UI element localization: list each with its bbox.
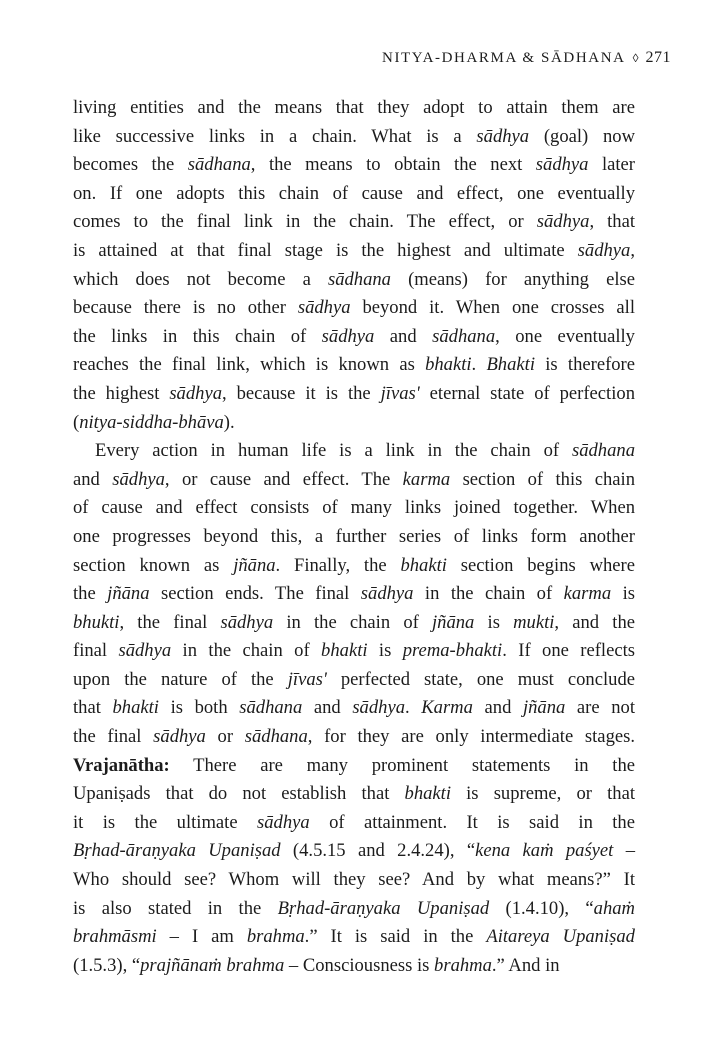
italic-term: sādhya [220,611,274,633]
text-line [73,837,635,866]
text-line [73,123,635,152]
text-run: because there is no other [73,297,298,319]
text-run: which does not become a [73,268,328,290]
text-run: (means) for anything else [390,268,636,290]
text-run: .” And in [491,954,560,976]
text-run: and [73,468,113,490]
text-run: in the chain of [413,583,564,605]
italic-term: karma [402,468,451,490]
text-run: , one eventually [495,325,635,347]
text-line [73,866,635,895]
italic-term: jīvas' [287,668,327,690]
text-line [73,151,635,180]
text-line [73,523,635,552]
text-run: the highest [73,382,170,404]
text-run: , and the [554,611,635,633]
page-number: 271 [645,49,671,66]
italic-term: sādhana [432,325,496,347]
italic-term: prajñānaṁ brahma [140,954,285,976]
text-run: one progresses beyond this, a further series of links form another [73,525,635,547]
text-run: There are many prominent statements in the [169,754,635,776]
italic-term: sādhya [112,468,165,490]
text-line [73,637,635,666]
text-line [73,180,635,209]
text-run: . [471,354,487,376]
text-run: comes to the final link in the chain. The effect, or [73,211,537,233]
text-line [73,780,635,809]
italic-term: sādhana [239,697,303,719]
italic-term: bhakti [112,697,159,719]
text-run: is therefore [535,354,635,376]
text-run: the links in this chain of [73,325,322,347]
text-run: – [613,840,636,862]
text-run: Every action in human life is a link in the chain of [95,440,572,462]
text-run: upon the nature of the [73,668,288,690]
italic-term: sādhana [187,154,251,176]
text-run: perfected state, one must conclude [326,668,635,690]
text-line [73,208,635,237]
text-line [73,809,635,838]
italic-term: Bṛhad-āraṇyaka Upaniṣad [73,840,281,862]
italic-term: sādhya [256,811,310,833]
text-run: beyond it. When one crosses all [350,297,635,319]
text-run: the [73,583,108,605]
italic-term: sādhana [244,726,308,748]
italic-term: sādhya [153,726,206,748]
running-title: NITYA-DHARMA & SĀDHANA [382,49,626,66]
text-run: , that [589,211,635,233]
italic-term: bhakti [400,554,447,576]
speaker-name: Vrajanātha: [73,754,170,776]
italic-term: sādhya [577,239,631,261]
italic-term: sādhya [352,697,405,719]
text-run: and [302,697,353,719]
text-line [73,294,635,323]
italic-term: Aitareya Upaniṣad [486,926,635,948]
italic-term: brahmāsmi [73,926,157,948]
text-run: . [405,697,422,719]
text-line [73,923,635,952]
text-line [73,266,635,295]
text-run: and [472,697,523,719]
text-run: living entities and the means that they adopt to attain them are [73,97,635,118]
text-run: , the final [119,611,221,633]
italic-term: jīvas' [380,382,420,404]
italic-term: sādhya [536,211,590,233]
text-run: eternal state of perfection [419,382,635,404]
text-line [73,494,635,523]
text-run: is [611,583,635,605]
italic-term: sādhya [535,154,589,176]
text-line [73,237,635,266]
text-line [73,380,635,409]
italic-term: jñāna [522,697,566,719]
text-line [73,351,635,380]
text-line [73,694,635,723]
italic-term: Bhakti [486,354,535,376]
text-run: . Finally, the [275,554,401,576]
text-run: (4.5.15 and 2.4.24), “ [280,840,476,862]
italic-term: sādhya [321,325,375,347]
text-run: it is the ultimate [73,811,257,833]
text-run: reaches the final link, which is known as [73,354,426,376]
italic-term: mukti [513,611,555,633]
text-run: (goal) now [529,125,635,147]
text-run: is [367,640,403,662]
text-run: .” It is said in the [304,926,487,948]
italic-term: kena kaṁ paśyet [475,840,614,862]
text-run: of cause and effect consists of many links joined together. When [73,497,635,519]
text-run: section known as [73,554,234,576]
text-line [73,323,635,352]
text-line [73,895,635,924]
text-run: , or cause and effect. The [164,468,403,490]
italic-term: sādhana [327,268,391,290]
text-run: is also stated in the [73,897,278,919]
text-run: of attainment. It is said in the [309,811,635,833]
text-run: that [73,697,113,719]
italic-term: karma [563,583,612,605]
italic-term: sādhya [169,382,222,404]
text-line [73,723,635,752]
italic-term: ahaṁ [593,897,635,919]
text-line [73,409,635,438]
italic-term: Karma [421,697,473,719]
text-run: is attained at that final stage is the highest and ultimate [73,239,578,261]
italic-term: bhakti [321,640,368,662]
text-run: the final [73,726,154,748]
text-run: in the chain of [171,640,322,662]
text-line [73,580,635,609]
italic-term: bhukti [73,611,120,633]
text-run: is [474,611,514,633]
running-header [382,49,671,67]
text-run: – Consciousness is [284,954,435,976]
text-run: section ends. The final [149,583,361,605]
italic-term: brahma [434,954,492,976]
italic-term: sādhya [297,297,351,319]
text-line [73,552,635,581]
text-run: final [73,640,119,662]
text-run: section begins where [446,554,635,576]
text-run: Who should see? Whom will they see? And by what means?” It [73,869,635,891]
italic-term: jñāna [107,583,150,605]
italic-term: sādhya [360,583,414,605]
italic-term: jñāna [233,554,276,576]
italic-term: prema-bhakti [402,640,503,662]
text-line [73,437,635,466]
text-run: on. If one adopts this chain of cause and effect, one eventually [73,182,635,204]
italic-term: brahma [246,926,305,948]
text-run: later [588,154,635,176]
text-run: , [630,239,635,261]
text-run: , because it is the [222,382,381,404]
text-run: , the means to obtain the next [250,154,536,176]
text-run: like successive links in a chain. What is a [73,125,477,147]
text-line [73,666,635,695]
text-run: ). [223,411,235,433]
text-run: Upaniṣads that do not establish that [73,783,405,805]
text-run: ( [73,411,80,433]
text-line [73,952,635,981]
text-run: becomes the [73,154,188,176]
text-line [73,94,635,123]
text-run: , for they are only intermediate stages. [307,726,635,748]
text-run: section of this chain [450,468,635,490]
text-run: (1.5.3), “ [73,954,141,976]
header-separator-icon: ◊ [632,50,639,65]
text-run: in the chain of [273,611,432,633]
text-run: (1.4.10), “ [489,897,594,919]
italic-term: sādhya [118,640,172,662]
italic-term: nitya-siddha-bhāva [79,411,224,433]
italic-term: bhakti [425,354,472,376]
text-line [73,609,635,638]
text-run: or [205,726,245,748]
text-run: are not [565,697,635,719]
italic-term: sādhana [571,440,635,462]
italic-term: bhakti [404,783,451,805]
text-run: . If one reflects [502,640,635,662]
italic-term: Bṛhad-āraṇyaka Upaniṣad [277,897,490,919]
text-run: – I am [156,926,247,948]
text-line [73,466,635,495]
text-run: is both [158,697,240,719]
text-line [73,752,635,781]
italic-term: jñāna [431,611,475,633]
text-run: is supreme, or that [451,783,635,805]
page-body [73,94,635,980]
text-run: and [374,325,433,347]
italic-term: sādhya [476,125,530,147]
